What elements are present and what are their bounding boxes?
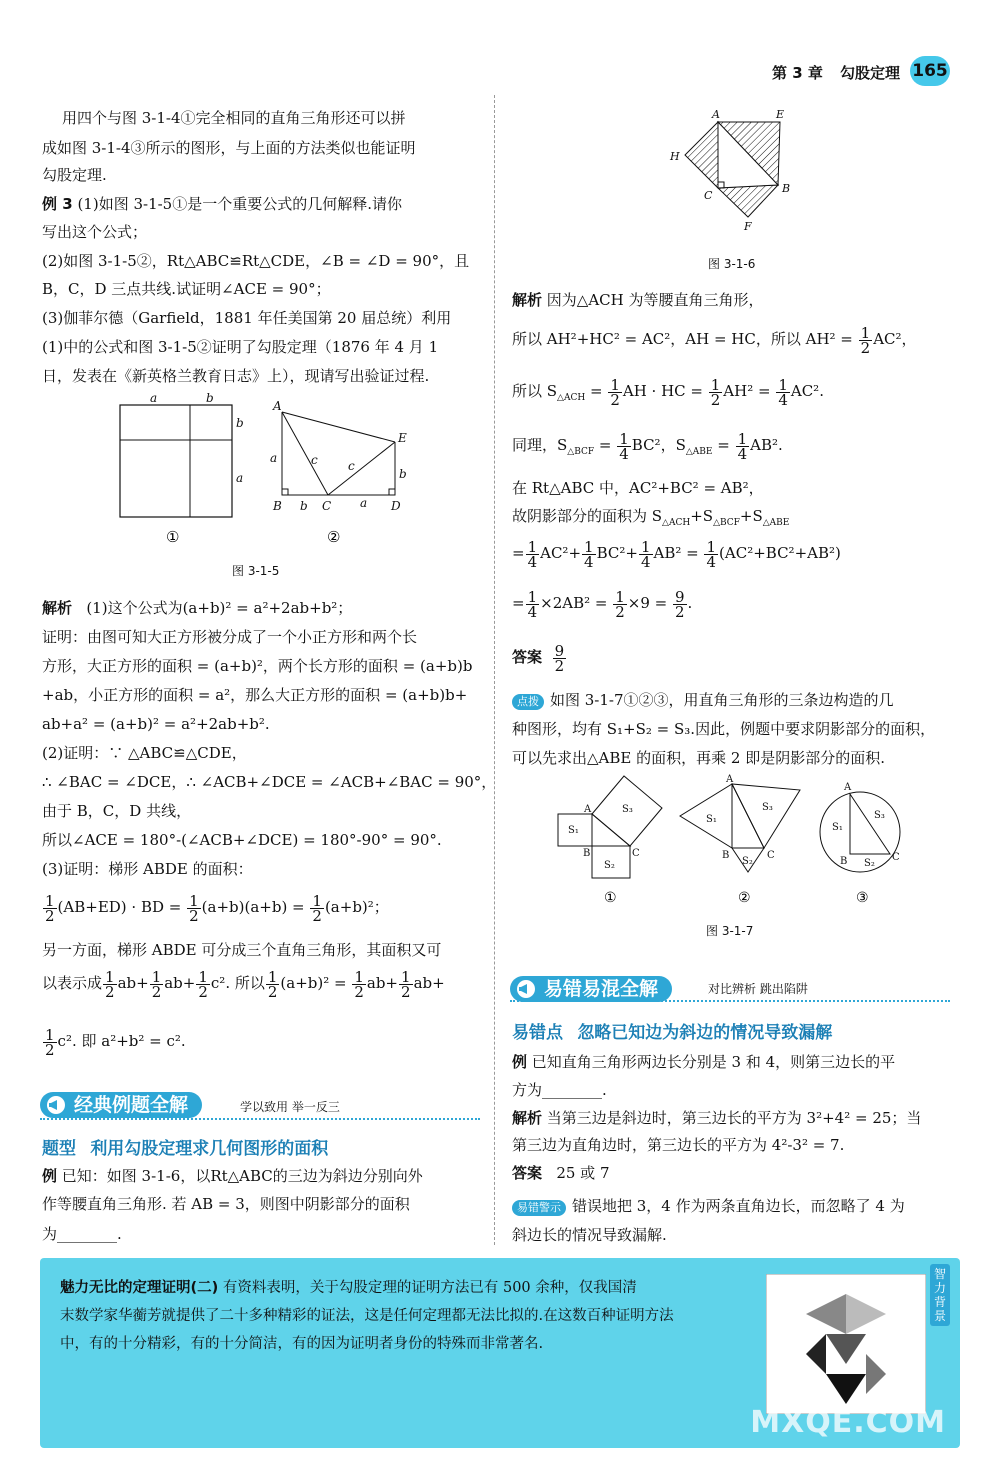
solution-line: = $\frac{1}{4}$ ×2AB² = $\frac{1}{2}$ ×9 = $\frac{9}{2}$ . — [512, 587, 693, 621]
example-3: 例 3 (1)如图 3-1-5①是一个重要公式的几何解释.请你 — [42, 195, 402, 213]
answer: 答案 $\frac{9}{2}$ — [512, 641, 565, 675]
solution-line: 第三边为直角边时，第三边长的平方为 4²-3² = 7. — [512, 1136, 845, 1154]
svg-text:S₃: S₃ — [622, 804, 633, 815]
section-underline — [510, 1000, 950, 1002]
solution-line: 另一方面，梯形 ABDE 可分成三个直角三角形，其面积又可 — [42, 941, 442, 959]
svg-text:A: A — [726, 774, 734, 785]
intro-line-1: 用四个与图 3-1-4①完全相同的直角三角形还可以拼 — [62, 109, 406, 127]
background-text: 魅力无比的定理证明(二) 有资料表明，关于勾股定理的证明方法已有 500 余种，仅我国清 末数学家华蘅芳就提供了二十多种精彩的证法，这是任何定理都无法比拟的.在这数百种证明方法 中，有的十分精彩，有的十分简洁，有的因为证明者身份的特殊而非常著名. — [60, 1280, 674, 1352]
fig-label-3: ③ — [856, 890, 869, 906]
svg-text:H: H — [670, 150, 680, 163]
triangles-diagram — [680, 774, 800, 872]
solution-line: ∴ ∠BAC = ∠DCE，∴ ∠ACB+∠DCE = ∠ACB+∠BAC = 90°， — [42, 773, 497, 791]
page-number: 165 — [910, 56, 950, 86]
chapter-label: 第 3 章 — [772, 64, 823, 82]
svg-text:S₁: S₁ — [706, 814, 717, 825]
svg-text:S₃: S₃ — [762, 802, 773, 813]
section-subtitle: 对比辨析 跳出陷阱 — [708, 982, 808, 996]
fig-label-2: ② — [327, 528, 341, 546]
warning-tag: 易错警示 — [512, 1200, 566, 1216]
solution-line: 故阴影部分的面积为 $S_{\triangle ACH}+S_{\triangle BCF}+S_{\triangle ABE}$ — [512, 507, 790, 528]
watermark: MXQE.COM — [750, 1405, 946, 1440]
tip-line: 可以先求出△ABE 的面积，再乘 2 即是阴影部分的面积. — [512, 749, 885, 767]
svg-text:b: b — [236, 416, 244, 430]
example-3-line: (3)伽菲尔德（Garfield，1881 年任美国第 20 届总统）利用 — [42, 309, 452, 327]
example-3-line: (2)如图 3-1-5②，Rt△ABC≌Rt△CDE，∠B = ∠D = 90°，且 — [42, 252, 470, 270]
solution-line: 解析 当第三边是斜边时，第三边长的平方为 3²+4² = 25；当 — [512, 1109, 922, 1127]
square-diagram — [120, 391, 244, 517]
section-error-analysis: 易错易混全解 — [510, 976, 672, 1002]
trapezoid-area-formula: $\frac{1}{2}$ (AB+ED) · BD = $\frac{1}{2}$ (a+b)(a+b) = $\frac{1}{2}$ (a+b)²； — [45, 891, 389, 925]
svg-text:E: E — [776, 108, 785, 121]
svg-text:a: a — [150, 391, 158, 405]
intro-line-2: 成如图 3-1-4③所示的图形，与上面的方法类似也能证明 — [42, 139, 416, 157]
svg-text:S₂: S₂ — [742, 856, 753, 867]
tangram-illustration — [766, 1274, 926, 1414]
figure-caption: 图 3-1-5 — [232, 564, 280, 578]
solution-line: 同理，$S_{\triangle BCF}$ = $\frac{1}{4}$ BC²，$S_{\triangle ABE}$ = $\frac{1}{4}$ AB². — [512, 429, 783, 463]
background-info-box — [40, 1258, 960, 1448]
squares-diagram — [558, 776, 662, 878]
fig-label-1: ① — [166, 528, 180, 546]
solution-line: 所以∠ACE = 180°-(∠ACB+∠DCE) = 180°-90° = 90°. — [42, 831, 442, 849]
circles-diagram — [820, 782, 900, 872]
svg-text:E: E — [398, 431, 407, 445]
solution-line: 所以 AH²+HC² = AC²，AH = HC，所以 AH² = $\frac{1}{2}$ AC²， — [512, 323, 917, 357]
figure-caption: 图 3-1-6 — [708, 257, 756, 271]
tip-line: 种图形，均有 S₁+S₂ = S₃.因此，例题中要求阴影部分的面积， — [512, 720, 936, 738]
solution-line: 解析 (1)这个公式为(a+b)² = a²+2ab+b²； — [42, 599, 353, 617]
tip-line: 点拨 如图 3-1-7①②③，用直角三角形的三条边构造的几 — [512, 690, 894, 710]
example-3-line: (1)中的公式和图 3-1-5②证明了勾股定理（1876 年 4 月 1 — [42, 338, 439, 356]
fig-label-1: ① — [604, 890, 617, 906]
svg-text:S₂: S₂ — [864, 858, 875, 869]
example-line: 例 已知直角三角形两边长分别是 3 和 4，则第三边长的平 — [512, 1053, 896, 1071]
figure-3-1-7 — [548, 772, 928, 912]
solution-line: (2)证明：∵ △ABC≌△CDE， — [42, 744, 247, 762]
example-line: 作等腰直角三角形. 若 AB = 3，则图中阴影部分的面积 — [42, 1195, 410, 1213]
area-representation: 以表示成 $\frac{1}{2}$ ab+ $\frac{1}{2}$ ab+ $\frac{1}{2}$ c². 所以 $\frac{1}{2}$ (a+b)² = $\frac{1}{2}$ ab+ $\frac{1}{2}$ ab+ — [42, 967, 445, 1001]
svg-text:F: F — [744, 220, 752, 233]
megaphone-icon — [45, 1095, 67, 1115]
example-3-line: 日，发表在《新英格兰教育日志》上），现请写出验证过程. — [42, 367, 430, 385]
example-line: 方为________. — [512, 1081, 607, 1099]
svg-text:C: C — [892, 852, 900, 863]
svg-text:S₃: S₃ — [874, 810, 885, 821]
tip-tag: 点拨 — [512, 694, 544, 710]
svg-text:B: B — [782, 182, 791, 195]
section-underline — [40, 1118, 480, 1120]
svg-text:B: B — [273, 499, 282, 513]
svg-text:S₁: S₁ — [568, 825, 579, 836]
conclusion: $\frac{1}{2}$ c². 即 a²+b² = c². — [45, 1025, 186, 1059]
trapezoid-diagram — [270, 399, 407, 513]
error-point: 易错点 忽略已知边为斜边的情况导致漏解 — [512, 1023, 833, 1043]
warning-line: 斜边长的情况导致漏解. — [512, 1226, 667, 1244]
figure-3-1-5 — [110, 390, 420, 550]
solution-line: = $\frac{1}{4}$ AC²+ $\frac{1}{4}$ BC²+ $\frac{1}{4}$ AB² = $\frac{1}{4}$ (AC²+BC²+AB²) — [512, 537, 841, 571]
svg-text:C: C — [632, 848, 640, 859]
svg-text:B: B — [722, 850, 730, 861]
svg-text:b: b — [399, 467, 407, 481]
solution-line: 解析 因为△ACH 为等腰直角三角形， — [512, 291, 764, 309]
answer: 答案 25 或 7 — [512, 1164, 610, 1182]
svg-text:C: C — [704, 189, 713, 202]
svg-text:C: C — [767, 850, 775, 861]
svg-text:B: B — [840, 856, 848, 867]
svg-text:a: a — [270, 451, 278, 465]
example-line: 例 已知：如图 3-1-6，以Rt△ABC的三边为斜边分别向外 — [42, 1167, 423, 1185]
solution-line: 在 Rt△ABC 中，AC²+BC² = AB²， — [512, 479, 764, 497]
svg-text:D: D — [391, 499, 401, 513]
example-line: 为________. — [42, 1225, 122, 1243]
svg-text:b: b — [206, 391, 214, 405]
intro-line-3: 勾股定理. — [42, 166, 107, 184]
svg-text:b: b — [300, 499, 308, 513]
svg-text:C: C — [322, 499, 332, 513]
example-3-line: 写出这个公式； — [42, 223, 148, 241]
figure-caption: 图 3-1-7 — [706, 924, 754, 938]
column-divider — [494, 95, 495, 1245]
svg-text:c: c — [311, 453, 318, 467]
svg-text:S₂: S₂ — [604, 860, 615, 871]
section-subtitle: 学以致用 举一反三 — [240, 1100, 340, 1114]
svg-text:S₁: S₁ — [832, 822, 843, 833]
chapter-title: 勾股定理 — [840, 64, 901, 82]
svg-text:A: A — [712, 108, 720, 121]
fig-label-2: ② — [738, 890, 751, 906]
svg-text:A: A — [844, 782, 852, 793]
svg-text:c: c — [348, 459, 355, 473]
problem-type: 题型 利用勾股定理求几何图形的面积 — [42, 1139, 329, 1159]
solution-line: +ab，小正方形的面积 = a²，那么大正方形的面积 = (a+b)b+ — [42, 686, 468, 704]
svg-text:a: a — [236, 471, 244, 485]
svg-text:A: A — [584, 804, 592, 815]
solution-line: 由于 B，C，D 共线， — [42, 802, 192, 820]
solution-line: 方形，大正方形的面积 = (a+b)²，两个长方形的面积 = (a+b)b — [42, 657, 473, 675]
svg-text:a: a — [360, 496, 368, 510]
figure-3-1-6 — [660, 100, 800, 235]
solution-line: ab+a² = (a+b)² = a²+2ab+b². — [42, 715, 270, 733]
solution-line: 所以 $S_{\triangle ACH}$ = $\frac{1}{2}$ AH · HC = $\frac{1}{2}$ AH² = $\frac{1}{4}$ AC². — [512, 375, 824, 409]
svg-text:A: A — [273, 399, 282, 413]
warning-line: 易错警示 错误地把 3，4 作为两条直角边长，而忽略了 4 为 — [512, 1196, 905, 1216]
megaphone-icon — [515, 979, 537, 999]
section-classic-examples: 经典例题全解 — [40, 1092, 202, 1118]
side-tag: 智力背景 — [930, 1264, 950, 1326]
solution-line: (3)证明：梯形 ABDE 的面积： — [42, 860, 253, 878]
svg-text:B: B — [583, 848, 591, 859]
example-3-line: B，C，D 三点共线.试证明∠ACE = 90°； — [42, 280, 331, 298]
solution-line: 证明：由图可知大正方形被分成了一个小正方形和两个长 — [42, 628, 418, 646]
